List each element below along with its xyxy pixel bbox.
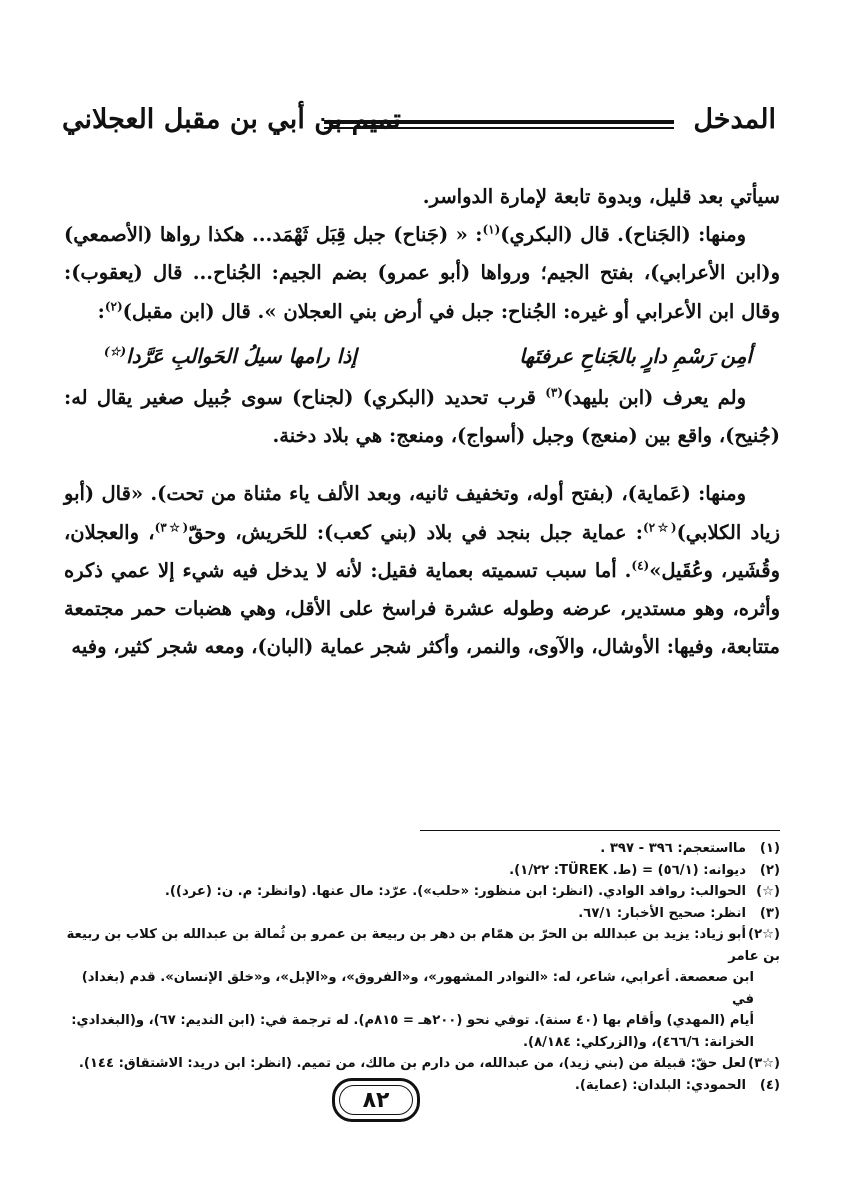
footnote-ref-3: (٣) xyxy=(545,385,564,400)
footnote-text: لعل حقّ: قبيلة من (بني زيد)، من عبدالله، من دارم بن مالك، من تميم. (انظر: ابن دريد: الاشتقاق: ١٤٤). xyxy=(78,1056,746,1071)
page-number: ٨٢ xyxy=(362,1087,390,1113)
footnote-text: الحوالب: روافد الوادي. (انظر: ابن منظور: «حلب»). عرّد: مال عنها. (وانظر: م. ن: (عرد)). xyxy=(164,884,746,899)
paragraph-4 xyxy=(64,475,780,666)
footnote-continuation: أيام (المهدي) وأقام بها (٤٠ سنة). توفي نحو (٢٠٠هـ = ٨١٥م). له ترجمة في: (ابن النديم: ٦٧)، و(البغدادي: xyxy=(71,1013,754,1028)
paragraph-1-text: سيأتي بعد قليل، وبدوة تابعة لإمارة الدواسر. xyxy=(422,185,780,208)
footnote-text: مااستعجم: ٣٩٦ - ٣٩٧ . xyxy=(600,841,746,856)
paragraph-2 xyxy=(64,216,780,331)
footnote-continuation: ابن صعصعة. أعرابي، شاعر، له: «النوادر المشهور»، و«الفروق»، و«الإبل»، و«خلق الإنسان». قدم (بغداد) في xyxy=(81,970,754,1007)
footnote xyxy=(64,860,780,882)
paragraph-4-text-c: ، والعجلان، وقُشَير، وعُقَيل» xyxy=(64,520,780,582)
footnote xyxy=(64,1075,780,1097)
verse-footnote-ref: (☆) xyxy=(104,344,127,359)
footnote-text: انظر: صحيح الأخبار: ٦٧/١. xyxy=(578,905,746,921)
footnote-ref-star3: (☆٣) xyxy=(154,520,189,535)
paragraph-4-text-a: ومنها: (عَماية)، (بفتح أوله، وتخفيف ثانيه، وبعد الألف ياء مثناة من تحت). «قال (أبو زياد الكلابي) xyxy=(64,482,780,544)
footnote-ref-star2: (☆٢) xyxy=(642,520,677,535)
footnote xyxy=(64,924,780,967)
footnote xyxy=(64,838,780,860)
footnote-ref-2: (٢) xyxy=(104,299,123,314)
footnote-number: (٣) xyxy=(759,905,780,921)
footnote-ref-4: (٤) xyxy=(631,558,650,573)
verse-hemistich-2-wrap xyxy=(104,337,357,375)
footnote-number: (٤) xyxy=(759,1077,780,1093)
footnotes xyxy=(64,838,780,1096)
footnote-number: (☆) xyxy=(756,884,780,899)
footnote-text: ديوانه: (٥٦/١) = (ط. TÜREK: ١/٢٢). xyxy=(509,862,746,878)
paragraph-3-text-a: ولم يعرف (ابن بليهد) xyxy=(563,386,746,410)
running-header xyxy=(62,102,776,142)
footnote-text: الحمودي: البلدان: (عماية). xyxy=(574,1077,746,1093)
footnote xyxy=(64,1053,780,1075)
footnote xyxy=(64,903,780,925)
header-section: المدخل xyxy=(693,104,776,135)
paragraph-2-text-b: : « (جَناح) جبل قِبَل ثَهْمَد... هكذا رواها (الأصمعي) و(ابن الأعرابي)، بفتح الجيم؛ ورواها (أبو عمرو) بضم الجيم: الجُناح... قال (يعقوب): وقال ابن الأعرابي أو غيره: الجُناح: جبل في أرض بني العجلان ». قال (ابن مقبل) xyxy=(64,223,780,323)
paragraph-4-text-b: : عماية جبل بنجد في بلاد (بني كعب): للحَريش، وحقّ xyxy=(188,520,643,544)
footnote-number: (☆٢) xyxy=(748,927,780,942)
page-number-frame xyxy=(332,1078,420,1122)
footnote-text: أبو زياد: يزيد بن عبدالله بن الحرّ بن همّام بن دهر بن ربيعة بن عمرو بن ثُمالة بن عبدالله بن كلاب بن ربيعة بن عامر xyxy=(66,927,780,964)
footnote-separator xyxy=(420,830,780,831)
header-book-title: تميم بن أبي بن مقبل العجلاني xyxy=(62,104,401,135)
paragraph-3-text-b: قرب تحديد (البكري) (لجناح) سوى جُبيل صغير يقال له: (جُنيح)، واقع بين (منعج) وجبل (أسواج)، ومنعج: هي بلاد دخنة. xyxy=(64,386,780,448)
paragraph-3 xyxy=(64,379,780,455)
paragraph-4-text-d: . أما سبب تسميته بعماية فقيل: لأنه لا يدخل فيه شيء إلا عمي ذكره وأثره، وهو مستدير، عرضه وطوله عشرة فراسخ على الأقل، وهي هضبات حمر مجتمعة متتابعة، وفيها: الأوشال، والآوى، والنمر، وأكثر شجر عماية (البان)، ومعه شجر كثير، وفيه xyxy=(64,558,780,659)
footnote-ref-1: (١) xyxy=(482,222,501,237)
footnote-number: (١) xyxy=(759,841,780,856)
footnote-continuation: الخزانة: ٤٦٦/٦)، و(الزركلي: ٨/١٨٤). xyxy=(523,1034,754,1050)
poem-verse xyxy=(64,337,780,375)
footnote-number: (☆٣) xyxy=(748,1056,780,1071)
footnote-number: (٢) xyxy=(759,862,780,878)
paragraph-1 xyxy=(64,178,780,216)
paragraph-gap xyxy=(64,455,780,475)
verse-hemistich-1: أمِن رَسْمِ دارٍ بالجَناحِ عرفتَها xyxy=(519,343,752,368)
verse-hemistich-2: إذا رامها سيلُ الحَوالبِ عَرَّدا xyxy=(126,343,357,368)
main-text xyxy=(64,178,780,666)
paragraph-2-text-a: ومنها: (الجَناح). قال (البكري) xyxy=(500,223,746,247)
paragraph-2-text-c: : xyxy=(97,299,105,323)
footnote xyxy=(64,881,780,903)
